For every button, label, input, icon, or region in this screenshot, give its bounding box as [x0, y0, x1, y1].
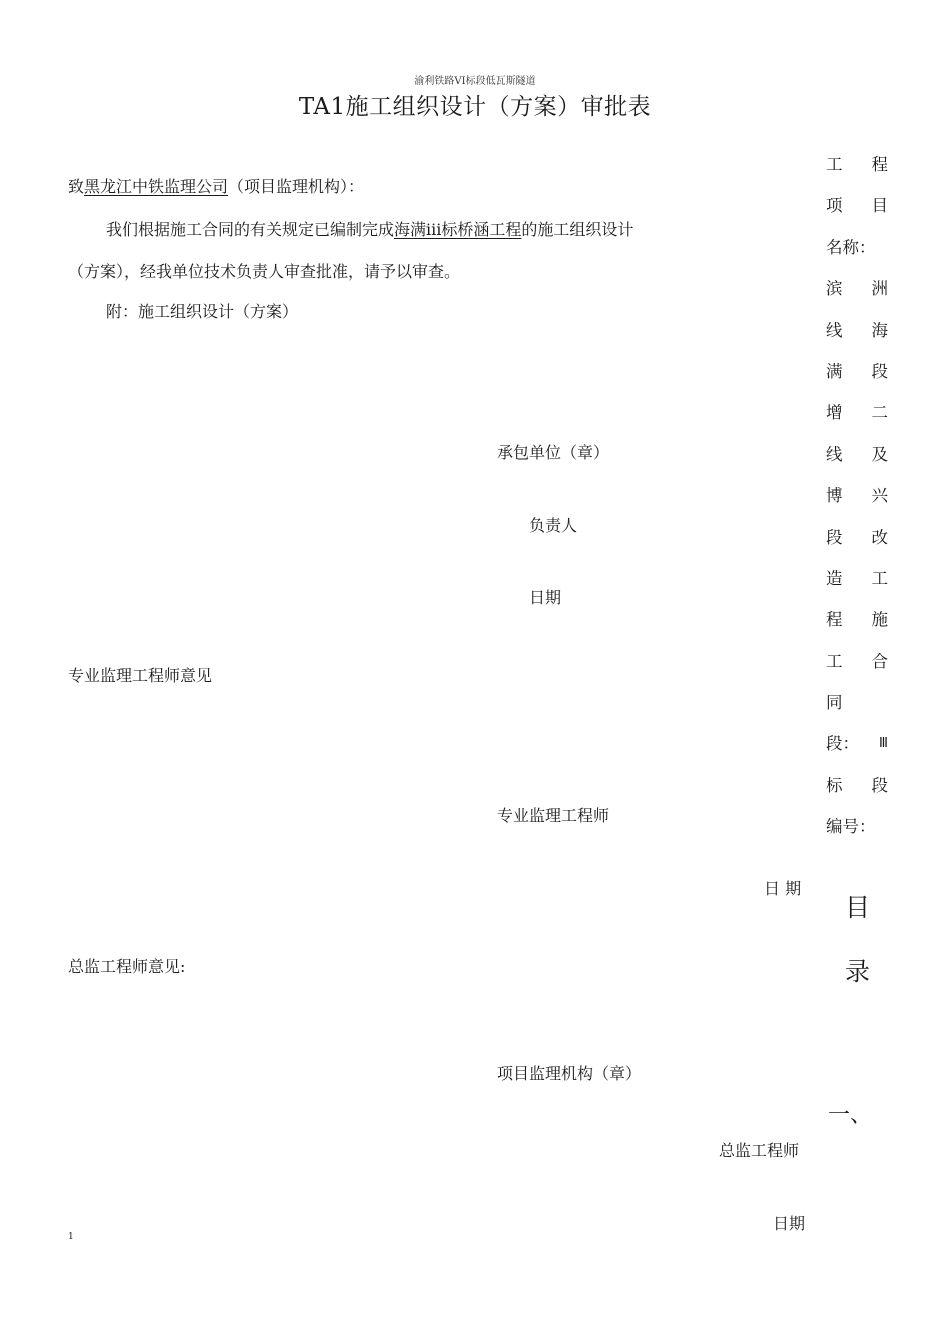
- side-row: 博 兴: [826, 486, 888, 506]
- toc-heading-char1: 目: [845, 893, 871, 922]
- side-row: 线 海: [826, 320, 888, 340]
- side-row: 滨 洲: [826, 279, 888, 299]
- document-header-line: 渝利铁路VI标段低瓦斯隧道: [414, 76, 536, 87]
- engineer-signer-label: 专业监理工程师: [497, 806, 610, 825]
- section-one-label: 一、: [828, 1103, 873, 1128]
- side-row: 程 施: [826, 610, 888, 630]
- side-row: 工 程: [826, 155, 888, 174]
- addressee-suffix: （项目监理机构）：: [228, 177, 365, 196]
- body-paragraph-line2: （方案），经我单位技术负责人审查批准，请予以审查。: [68, 262, 461, 281]
- page-number: 1: [68, 1232, 74, 1242]
- side-row: 编号：: [826, 817, 876, 837]
- side-row: 名称：: [826, 237, 876, 257]
- form-title: TA1施工组织设计（方案）审批表: [298, 94, 652, 120]
- project-name: 海满iii标桥涵工程: [394, 220, 522, 239]
- side-row: 线 及: [826, 444, 888, 464]
- engineer-date-label: 日 期: [764, 879, 802, 898]
- side-row: 工 合: [826, 651, 888, 671]
- addressee-line: [68, 174, 364, 197]
- side-row: 段： Ⅲ: [826, 734, 888, 754]
- body-paragraph-line1: [106, 217, 633, 240]
- chief-signer-label: 总监工程师: [719, 1141, 800, 1160]
- chief-date-label: 日期: [773, 1214, 806, 1233]
- supervision-company: 黑龙江中铁监理公司: [84, 177, 229, 196]
- body-part1: 我们根据施工合同的有关规定已编制完成: [106, 220, 395, 239]
- chief-opinion-heading: 总监工程师意见:: [68, 957, 186, 976]
- contractor-date-label: 日期: [529, 588, 562, 607]
- chief-org-label: 项目监理机构（章）: [497, 1064, 642, 1083]
- side-row: 增 二: [826, 403, 888, 423]
- contractor-unit-label: 承包单位（章）: [497, 443, 610, 462]
- side-row: 同: [826, 693, 843, 713]
- attachment-line: 附：施工组织设计（方案）: [106, 302, 299, 321]
- side-row: 满 段: [826, 361, 888, 381]
- contractor-person-label: 负责人: [529, 516, 578, 535]
- addressee-prefix: 致: [68, 177, 85, 196]
- body-part2: 的施工组织设计: [521, 220, 634, 239]
- side-row: 标 段: [826, 775, 888, 795]
- engineer-opinion-heading: 专业监理工程师意见: [68, 666, 213, 685]
- side-row: 段 改: [826, 527, 888, 547]
- side-row: 造 工: [826, 568, 888, 588]
- side-row: 项 目: [826, 196, 888, 216]
- toc-heading-char2: 录: [845, 957, 871, 986]
- project-info-column: [826, 150, 888, 854]
